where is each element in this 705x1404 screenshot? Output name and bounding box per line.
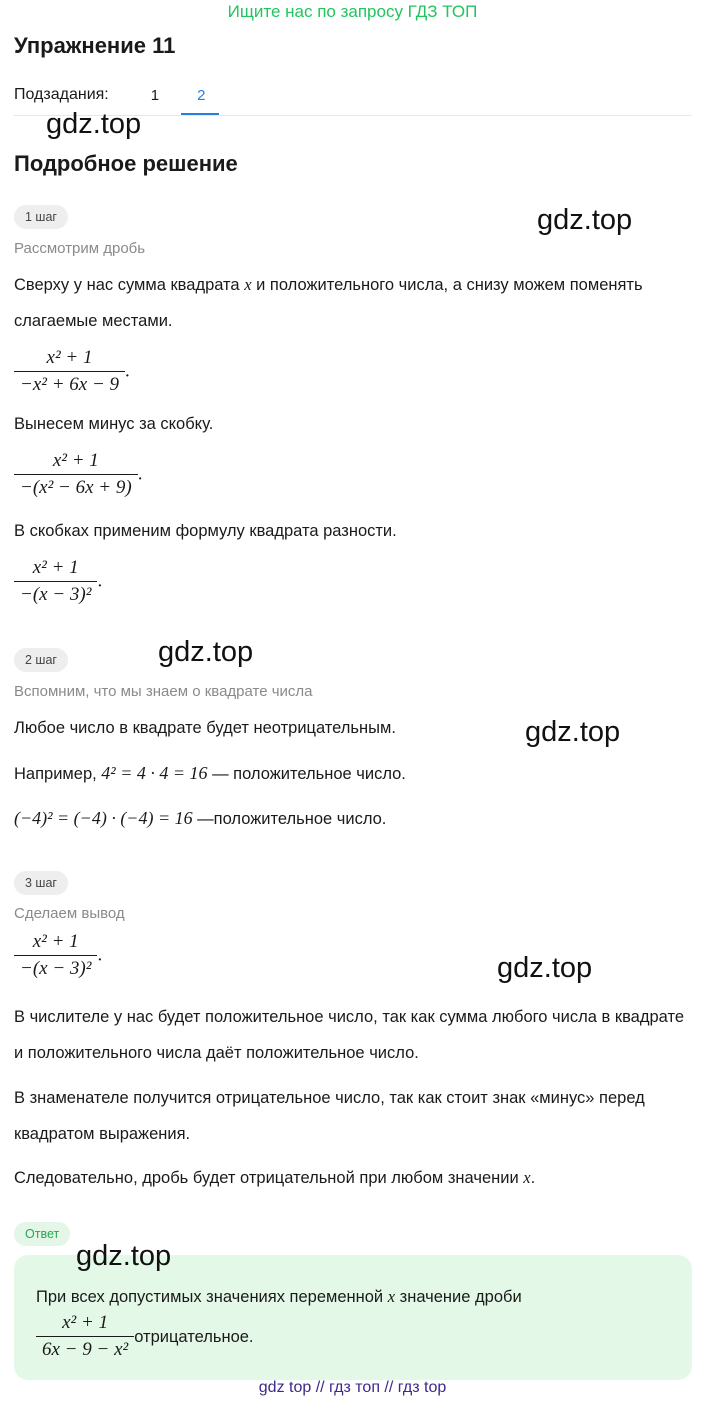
top-banner[interactable]: Ищите нас по запросу ГДЗ ТОП xyxy=(227,2,478,21)
section-title: Подробное решение xyxy=(14,151,238,176)
fraction: $\frac{\text{x² + 1}}{\text{−(x − 3)²}}$ . xyxy=(14,557,102,606)
step1-text: Вынесем минус за скобку. xyxy=(14,415,214,433)
step-badge: 3 шаг xyxy=(14,871,68,895)
step-note: Вспомним, что мы знаем о квадрате числа xyxy=(14,683,313,700)
step-badge: 2 шаг xyxy=(14,648,68,672)
watermark: gdz.top xyxy=(537,204,633,236)
watermark: gdz.top xyxy=(497,952,593,984)
watermark: gdz.top xyxy=(525,716,621,748)
answer-text: При всех допустимых значениях переменной x значение дроби xyxy=(36,1287,522,1306)
step1-text: В скобках применим формулу квадрата разности. xyxy=(14,522,397,540)
tab-subtask-1[interactable]: 1 xyxy=(150,86,160,104)
page-title: Упражнение 11 xyxy=(14,33,176,58)
step3-text: В знаменателе получится отрицательное число, так как стоит знак «минус» перед квадратом выражения. xyxy=(14,1089,645,1143)
fraction: $\frac{\text{x² + 1}}{\text{−x² + 6x − 9}}$ . xyxy=(14,347,130,396)
step-badge: 1 шаг xyxy=(14,205,68,229)
watermark: gdz.top xyxy=(76,1240,172,1272)
subtasks-bar xyxy=(14,86,217,104)
step3-text: В числителе у нас будет положительное число, так как сумма любого числа в квадрате и положительного числа даёт положительное число. xyxy=(14,1008,684,1062)
fraction: $\frac{\text{x² + 1}}{\text{−(x − 3)²}}$ . xyxy=(14,931,102,980)
fraction: $\frac{\text{x² + 1}}{\text{−(x² − 6x + 9)}}$ . xyxy=(14,450,142,499)
watermark: gdz.top xyxy=(158,636,254,668)
step2-text: Любое число в квадрате будет неотрицательным. xyxy=(14,719,396,737)
watermark: gdz.top xyxy=(46,108,142,140)
step3-text: Следовательно, дробь будет отрицательной при любом значении x. xyxy=(14,1168,536,1187)
step-note: Сделаем вывод xyxy=(14,905,125,922)
footer-links[interactable]: gdz top // гдз топ // гдз top xyxy=(258,1379,447,1396)
answer-badge: Ответ xyxy=(14,1222,70,1246)
subtasks-label: Подзадания: xyxy=(14,86,109,103)
step2-example: (−4)² = (−4) · (−4) = 16 —положительное число. xyxy=(14,808,387,828)
step2-example: Например, 4² = 4 · 4 = 16 — положительное число. xyxy=(14,763,406,783)
step-note: Рассмотрим дробь xyxy=(14,240,146,257)
answer-fraction: $\frac{\text{x² + 1}}{\text{6x − 9 − x²}}$ отрицательное. xyxy=(36,1312,254,1361)
step1-paragraph: Сверху у нас сумма квадрата x и положительного числа, а снизу можем поменять слагаемые местами. xyxy=(14,275,643,330)
tab-subtask-2[interactable]: 2 xyxy=(197,86,206,104)
